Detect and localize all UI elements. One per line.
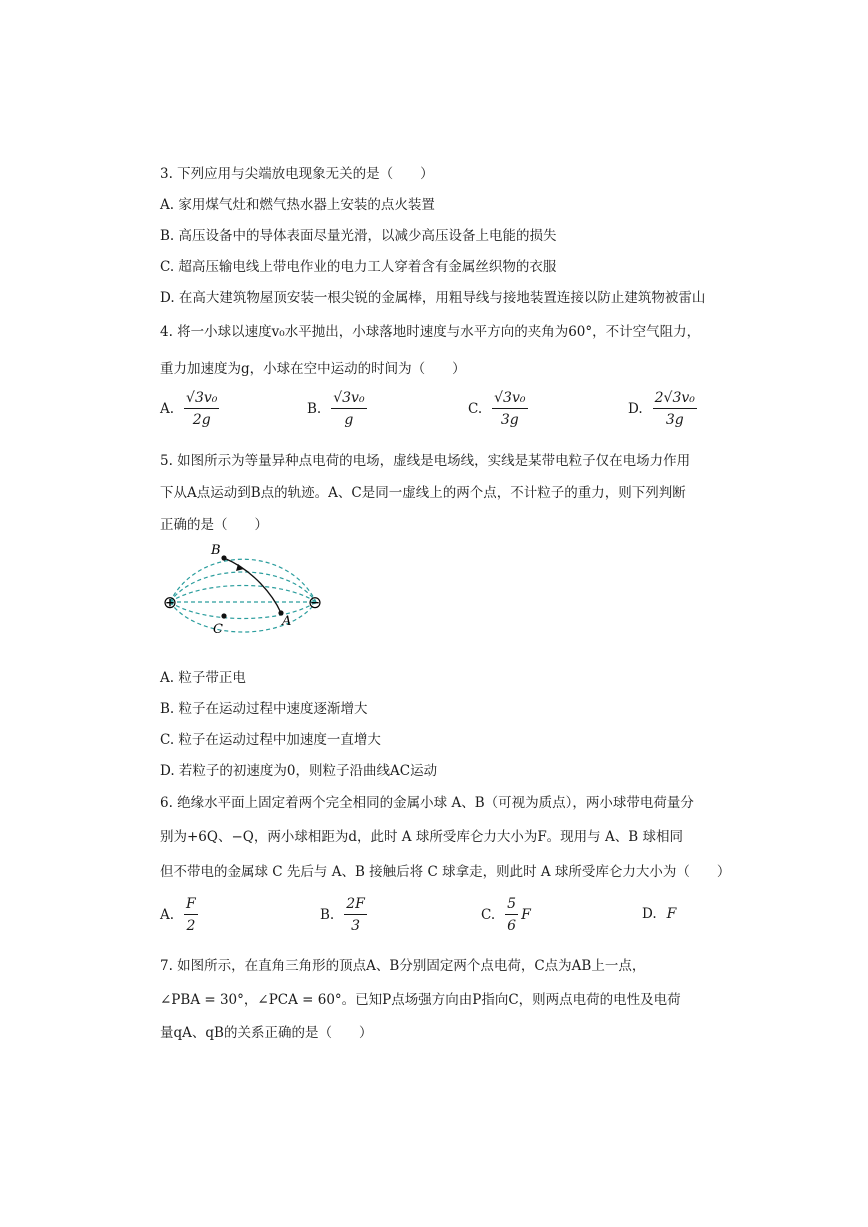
q4-stem-line1: 4. 将一小球以速度v₀水平抛出，小球落地时速度与水平方向的夹角为60°，不计空气阻力， [160,324,701,340]
q6-option-d [642,906,676,922]
q4-stem-line2: 重力加速度为g，小球在空中运动的时间为（ ） [160,361,466,377]
field-line-1 [170,559,316,602]
q5-option-d: D. 若粒子的初速度为0，则粒子沿曲线AC运动 [160,763,438,779]
q6-option-b-fraction [344,896,367,934]
electric-field-diagram [158,540,328,650]
q4-option-a-label: A. [160,401,175,417]
field-line-2 [170,572,316,602]
q6-option-d-label: D. [642,906,657,922]
q4-option-a-den: 2g [192,412,211,428]
q3-option-a: A. 家用煤气灶和燃气热水器上安装的点火装置 [160,197,435,213]
q6-stem-line3: 但不带电的金属球 C 先后与 A、B 接触后将 C 球拿走，则此时 A 球所受库仑力大小为（ ） [160,864,731,880]
q6-option-c-den: 6 [507,918,517,934]
q6-option-b [320,896,367,934]
q6-option-a-label: A. [160,907,175,923]
q4-option-a-num: √3v₀ [184,390,219,409]
q7-stem-line1: 7. 如图所示，在直角三角形的顶点A、B分别固定两个点电荷，C点为AB上一点， [160,958,646,974]
q4-option-a-fraction [184,390,219,428]
q3-option-c: C. 超高压输电线上带电作业的电力工人穿着含有金属丝织物的衣服 [160,259,557,275]
q6-option-b-num: 2F [344,896,367,915]
q4-option-d-fraction [653,390,697,428]
q4-option-c-fraction [492,390,527,428]
q4-option-c-label: C. [468,401,483,417]
q6-option-b-den: 3 [351,918,360,934]
label-b: B [211,543,221,558]
q6-option-b-label: B. [320,907,335,923]
q5-option-a: A. 粒子带正电 [160,670,246,686]
q6-option-c [481,896,531,934]
label-c: C [213,622,223,637]
q5-stem-line3: 正确的是（ ） [160,517,268,533]
q3-option-b: B. 高压设备中的导体表面尽量光滑，以减少高压设备上电能的损失 [160,228,557,244]
q3-option-d: D. 在高大建筑物屋顶安装一根尖锐的金属棒，用粗导线与接地装置连接以防止建筑物被雷山 [160,290,706,306]
q6-option-a-fraction [184,896,198,934]
q6-option-d-tail: F [666,906,677,922]
q4-option-c [468,390,528,428]
q5-option-c: C. 粒子在运动过程中加速度一直增大 [160,732,381,748]
q5-stem-line2: 下从A点运动到B点的轨迹。A、C是同一虚线上的两个点，不计粒子的重力，则下列判断 [160,485,686,501]
q6-option-c-fraction [505,896,518,934]
negative-charge-icon: ⊖ [307,593,323,613]
point-c-dot [221,613,226,618]
q4-option-d-label: D. [628,401,643,417]
q4-option-d [628,390,697,428]
q4-option-b-den: g [344,412,354,428]
field-line-3 [170,586,316,603]
q4-option-d-den: 3g [665,412,684,428]
q4-option-b-label: B. [307,401,322,417]
label-a: A [282,614,292,629]
q7-stem-line3: 量qA、qB的关系正确的是（ ） [160,1025,373,1041]
q7-stem-line2: ∠PBA = 30°，∠PCA = 60°。已知P点场强方向由P指向C，则两点电荷的电性及电荷 [160,992,681,1008]
q6-option-c-tail: F [521,907,531,923]
q4-option-b-fraction [331,390,366,428]
q6-option-c-num: 5 [505,896,518,915]
q4-option-c-den: 3g [500,412,519,428]
point-b-dot [221,555,226,560]
q6-stem-line2: 别为+6Q、−Q，两小球相距为d，此时 A 球所受库仑力大小为F。现用与 A、B 球相同 [160,829,683,845]
q6-option-a-den: 2 [186,918,196,934]
q6-option-c-label: C. [481,907,496,923]
field-line-6 [170,602,316,632]
q6-stem-line1: 6. 绝缘水平面上固定着两个完全相同的金属小球 A、B（可视为质点），两小球带电荷量分 [160,795,694,811]
q3-stem: 3. 下列应用与尖端放电现象无关的是（ ） [160,166,434,182]
q4-option-b [307,390,367,428]
q6-option-a-num: F [184,896,198,915]
q5-stem-line1: 5. 如图所示为等量异种点电荷的电场，虚线是电场线，实线是某带电粒子仅在电场力作用 [160,453,691,469]
q4-option-d-num: 2√3v₀ [653,390,697,409]
q6-option-a [160,896,198,934]
q4-option-a [160,390,219,428]
field-line-5 [170,602,316,619]
positive-charge-icon: ⊕ [162,593,178,613]
q4-option-c-num: √3v₀ [492,390,527,409]
q4-option-b-num: √3v₀ [331,390,366,409]
q5-option-b: B. 粒子在运动过程中速度逐渐增大 [160,701,368,717]
